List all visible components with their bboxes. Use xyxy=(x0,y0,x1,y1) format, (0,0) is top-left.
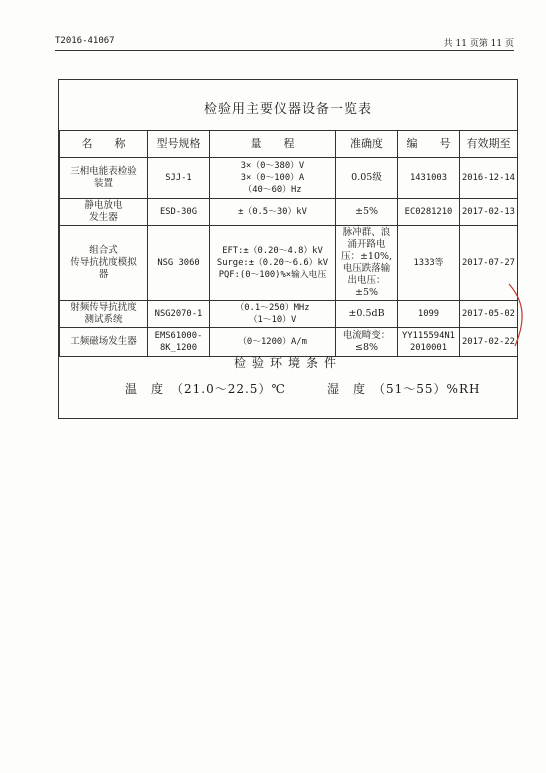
cell-number xyxy=(398,199,460,226)
cell-line: NSG2070-1 xyxy=(154,309,203,319)
cell-number xyxy=(398,328,460,357)
table-header-row xyxy=(60,131,518,158)
cell-name xyxy=(60,199,148,226)
cell-line: 压：±10%, xyxy=(340,251,393,262)
cell-line: 8K_1200 xyxy=(159,343,198,353)
table-row xyxy=(60,226,518,301)
cell-line: PQF:(0～100)%×输入电压 xyxy=(218,270,327,280)
cell-line: 2017-05-02 xyxy=(462,309,515,319)
cell-line: ±0.5dB xyxy=(348,308,385,319)
cell-line: （1～10）V xyxy=(248,315,297,325)
cell-name xyxy=(60,328,148,357)
handwritten-mark xyxy=(505,280,541,350)
cell-model xyxy=(148,158,210,199)
cell-line: 工频磁场发生器 xyxy=(70,336,137,347)
environment-title: 检验环境条件 xyxy=(233,356,342,370)
cell-line: 1333等 xyxy=(413,258,444,268)
header-accuracy: 准确度 xyxy=(336,131,398,158)
cell-line: 发生器 xyxy=(89,212,118,223)
header-number: 编 号 xyxy=(398,131,460,158)
cell-line: 出电压：±5% xyxy=(347,275,386,298)
cell-line: （0.1～250）MHz xyxy=(235,303,310,313)
cell-line: 1099 xyxy=(417,309,440,319)
cell-model xyxy=(148,199,210,226)
cell-number xyxy=(398,301,460,328)
cell-line: ±（0.5～30）kV xyxy=(238,207,307,217)
cell-line: （40～60）Hz xyxy=(243,185,302,195)
header-name: 名 称 xyxy=(60,131,148,158)
page-info: 共 11 页第 11 页 xyxy=(443,39,514,49)
cell-line: ESD-30G xyxy=(159,207,198,217)
cell-line: 2017-02-13 xyxy=(462,207,515,217)
header-valid-until: 有效期至 xyxy=(460,131,518,158)
cell-valid-until xyxy=(460,158,518,199)
cell-line: 测试系统 xyxy=(84,314,123,325)
cell-number xyxy=(398,226,460,301)
temperature-condition: 温 度 （21.0～22.5）℃ xyxy=(125,382,286,396)
cell-number xyxy=(398,158,460,199)
cell-line: YY115594N1 xyxy=(402,331,455,341)
cell-model xyxy=(148,301,210,328)
cell-line: 电压跌落输 xyxy=(342,263,391,274)
cell-line: 2017-02-22 xyxy=(462,337,515,347)
cell-line: 器 xyxy=(98,269,109,280)
cell-accuracy xyxy=(336,226,398,301)
cell-accuracy xyxy=(336,199,398,226)
cell-line: 装置 xyxy=(93,178,113,189)
cell-line: 3×（0～100）A xyxy=(240,173,305,183)
cell-line: 2016-12-14 xyxy=(462,173,515,183)
cell-range xyxy=(210,226,336,301)
cell-range xyxy=(210,199,336,226)
table-row xyxy=(60,199,518,226)
report-number: T2016-41067 xyxy=(55,36,115,46)
cell-line: 静电放电 xyxy=(84,200,123,211)
cell-line: 脉冲群、浪 xyxy=(342,227,391,238)
equipment-table xyxy=(59,130,518,357)
cell-name xyxy=(60,226,148,301)
cell-range xyxy=(210,328,336,357)
table-row xyxy=(60,301,518,328)
cell-model xyxy=(148,328,210,357)
cell-line: 电流畸变： xyxy=(342,330,391,341)
cell-line: 组合式 xyxy=(89,245,118,256)
table-row xyxy=(60,158,518,199)
humidity-condition: 湿 度 （51～55）%RH xyxy=(327,382,481,396)
cell-valid-until xyxy=(460,199,518,226)
cell-line: EC0281210 xyxy=(404,207,453,217)
cell-range xyxy=(210,301,336,328)
equipment-frame xyxy=(58,79,518,419)
cell-range xyxy=(210,158,336,199)
header-range: 量 程 xyxy=(210,131,336,158)
cell-line: 三相电能表检验 xyxy=(70,166,137,177)
cell-line: ±5% xyxy=(354,206,379,217)
cell-name xyxy=(60,158,148,199)
cell-line: 射频传导抗扰度 xyxy=(70,302,137,313)
cell-line: ≤8% xyxy=(354,342,379,353)
document-title: 检验用主要仪器设备一览表 xyxy=(203,102,372,117)
header-model: 型号规格 xyxy=(148,131,210,158)
header-divider xyxy=(55,50,514,51)
cell-line: NSG 3060 xyxy=(157,258,200,268)
table-row xyxy=(60,328,518,357)
cell-name xyxy=(60,301,148,328)
cell-line: 2010001 xyxy=(409,343,448,353)
cell-accuracy xyxy=(336,301,398,328)
cell-line: 涌开路电 xyxy=(347,239,386,250)
cell-accuracy xyxy=(336,158,398,199)
cell-line: Surge:±（0.20～6.6）kV xyxy=(216,258,329,268)
cell-line: EFT:±（0.20～4.8）kV xyxy=(222,246,323,256)
cell-line: 1431003 xyxy=(409,173,448,183)
cell-line: （0～1200）A/m xyxy=(238,337,307,347)
cell-model xyxy=(148,226,210,301)
cell-line: 2017-07-27 xyxy=(462,258,515,268)
cell-line: 3×（0～380）V xyxy=(240,161,305,171)
cell-line: 传导抗扰度模拟 xyxy=(70,257,137,268)
cell-accuracy xyxy=(336,328,398,357)
cell-line: SJJ-1 xyxy=(165,173,192,183)
cell-line: 0.05级 xyxy=(351,172,382,183)
cell-line: EMS61000- xyxy=(154,331,203,341)
